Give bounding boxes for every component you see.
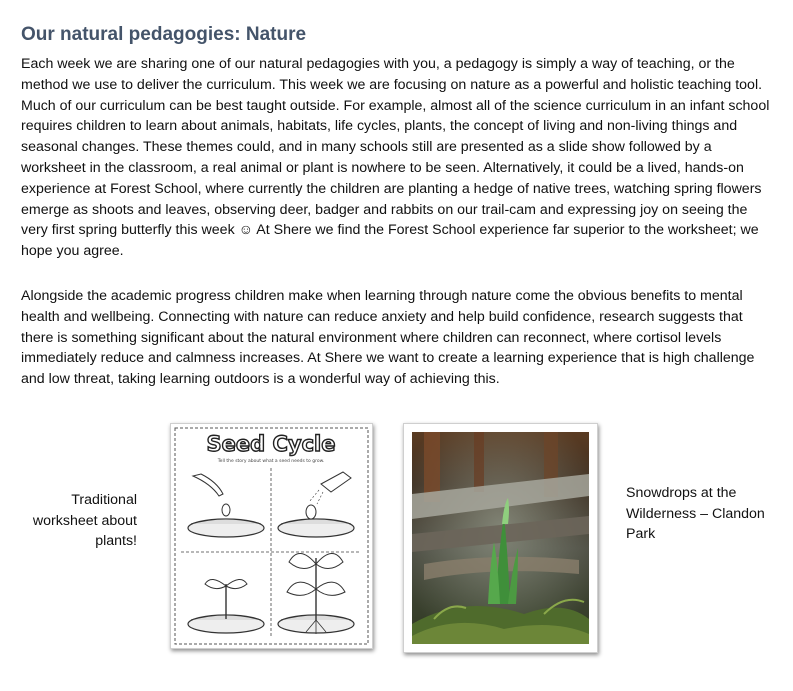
page-title: Our natural pedagogies: Nature (21, 24, 307, 45)
paragraph-wellbeing: Alongside the academic progress children make when learning through nature come the obvious benefits to mental health and wellbeing. Connecting with nature can reduce anxiety and help build confidence, research suggests that there is something significant about the natural environment where children can reconnect, where cortisol levels immediately reduce and calmness increases. At Shere we want to create a learning experience that is high challenge and low threat, taking learning outdoors is a wonderful way of achieving this. (21, 288, 755, 388)
worksheet-image (170, 423, 373, 649)
worksheet-subtitle: Tell the story about what a seed needs to grow. (217, 459, 325, 464)
snowdrop-photo (403, 423, 598, 653)
paragraph-intro: Each week we are sharing one of our natural pedagogies with you, a pedagogy is simply a way of teaching, or the method we use to deliver the curriculum. This week we are focusing on nature as a powerful and holistic teaching tool. Much of our curriculum can be best taught outside. For example, almost all of the science curriculum in an infant school requires children to learn about animals, habitats, life cycles, plants, the concept of living and non-living things and seasonal changes. These themes could, and in many schools still are presented as a slide show followed by a worksheet in the classroom, a real animal or plant is nowhere to be seen. Alternatively, it could be a lived, hands-on experience at Forest School, where currently the children are planting a hedge of native trees, watching spring flowers emerge as shoots and leaves, observing deer, badger and rabbits on our trail-cam and expressing joy on seeing the very first spring butterfly this week ☺ At Shere we find the Forest School experience far superior to the worksheet; we hope you agree. (21, 56, 770, 260)
caption-snowdrops: Snowdrops at the Wilderness – Clandon Park (626, 485, 765, 542)
worksheet-title: Seed Cycle (206, 432, 336, 456)
caption-worksheet: Traditional worksheet about plants! (32, 492, 137, 549)
